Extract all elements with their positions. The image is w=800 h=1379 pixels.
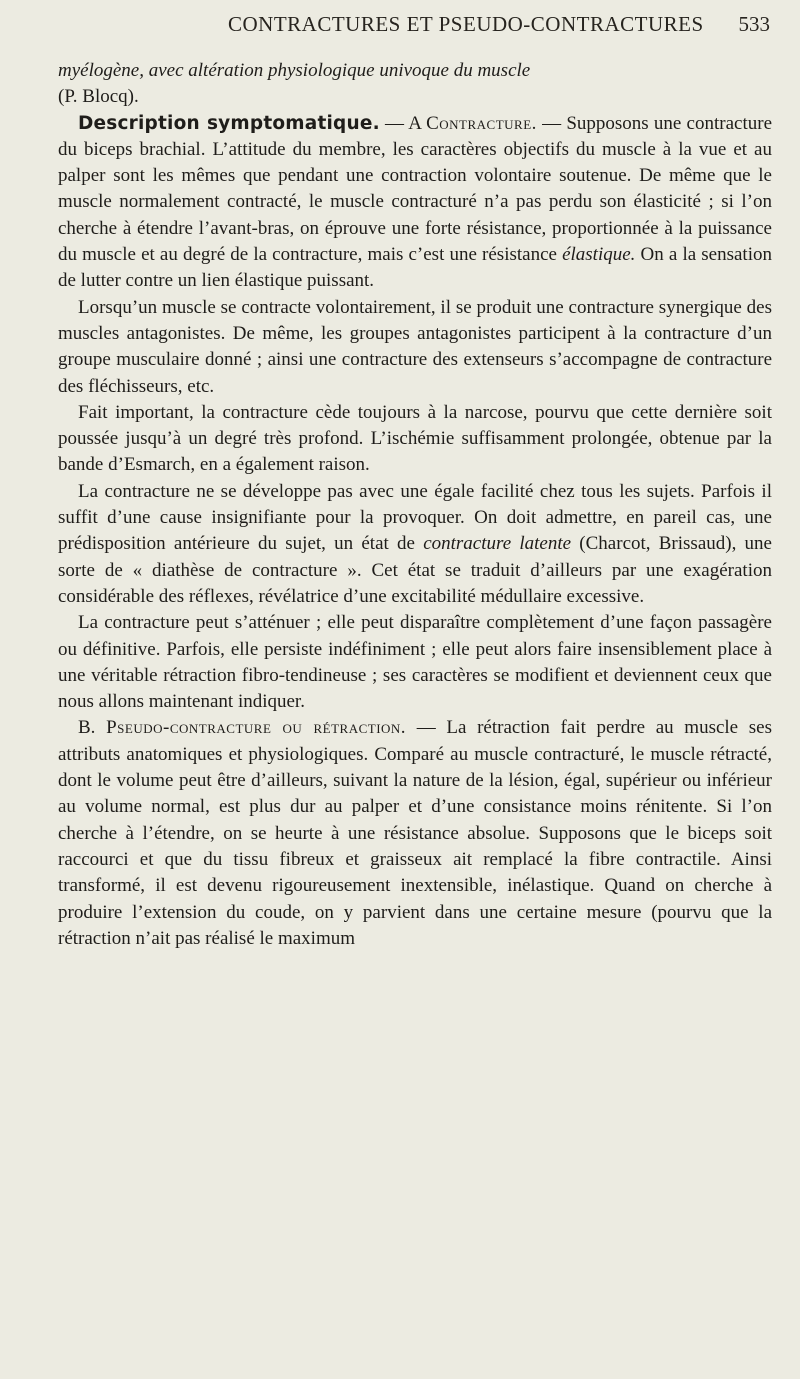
- latent-emphasis: contracture latente: [423, 533, 572, 555]
- latent-text-a: La contracture ne se développe pas avec une égale facilité chez tous les sujets. Parfois il suffit d’une cause insignifiante pour la provoquer. On doit admettre, en pareil cas, une prédisposition antérieure du sujet, un état de: [58, 480, 772, 555]
- continuation-citation: (P. Blocq).: [58, 86, 139, 108]
- paragraph-continuation: [58, 58, 772, 111]
- paragraph-attenuation: La contracture peut s’atténuer ; elle peut disparaître complètement d’une façon passagère ou définitive. Parfois, elle persiste indéfiniment ; elle peut alors faire insensiblement place à une véritable rétraction fibro-tendineuse ; ses caractères se modifient et deviennent ceux que nous allons maintenant indiquer.: [58, 612, 772, 713]
- subsection-contracture: Contracture.: [426, 112, 537, 134]
- description-text-a: — Supposons une contracture du biceps brachial. L’attitude du membre, les caractères objectifs du muscle à la vue et au palper sont les mêmes que pendant une contraction volontaire soutenue. De même que le muscle normalement contracté, le muscle contracturé n’a pas perdu son élasticité ; si l’on cherche à étendre l’avant-bras, on éprouve une forte résistance, proportionnée à la puissance du muscle et au degré de la contracture, mais c’est une résistance: [58, 112, 773, 266]
- continuation-italic: myélogène, avec altération physiologique univoque du muscle: [58, 60, 531, 81]
- paragraph-narcosis: Fait important, la contracture cède toujours à la narcose, pourvu que cette dernière soit poussée jusqu’à un degré très profond. L’ischémie suffisamment prolongée, obtenue par la bande d’Esmarch, en a également raison.: [58, 401, 772, 476]
- paragraph-pseudo-contracture: [58, 715, 772, 952]
- pseudo-lead: B.: [78, 717, 107, 739]
- pseudo-text: — La rétraction fait perdre au muscle ses attributs anatomiques et physiologiques. Comparé au muscle contracturé, le muscle rétracté, dont le volume peut être d’ailleurs, suivant la nature de la lésion, égal, supérieur ou inférieur au volume normal, est plus dur au palper et d’une consistance moins rénitente. Si l’on cherche à l’étendre, on se heurte à une résistance absolue. Supposons que le biceps soit raccourci et que du tissu fibreux et graisseux ait remplacé la fibre contractile. Ainsi transformé, il est devenu rigoureusement inextensible, inélastique. Quand on cherche à produire l’extension du coude, on y parvient dans une certaine mesure (pourvu que la rétraction n’ait pas réalisé le maximum: [58, 717, 772, 949]
- paragraph-synergy: Lorsqu’un muscle se contracte volontairement, il se produit une contracture synergique des muscles antagonistes. De même, les groupes antagonistes participent à la contracture d’un groupe musculaire donné ; ainsi une contracture des extenseurs s’accompagne de contracture des fléchisseurs, etc.: [58, 296, 772, 397]
- description-text-b: On a la sensation de lutter contre un lien élastique puissant.: [58, 244, 772, 292]
- subsection-pseudo-contracture: Pseudo-contracture ou rétraction.: [106, 717, 407, 739]
- section-heading: Description symptomatique.: [78, 112, 380, 134]
- body-text: [58, 58, 772, 952]
- paragraph-description: [58, 111, 772, 295]
- paragraph-latent: [58, 479, 772, 610]
- latent-text-b: (Charcot, Brissaud), une sorte de « diathèse de contracture ». Cet état se traduit d’ailleurs par une exagération considérable des réflexes, révélatrice d’une excitabilité médullaire excessive.: [58, 533, 772, 607]
- running-title: CONTRACTURES ET PSEUDO-CONTRACTURES: [228, 12, 704, 36]
- description-emphasis: élastique.: [562, 244, 636, 266]
- page-number: 533: [738, 12, 770, 36]
- heading-dash: — A: [379, 112, 427, 134]
- running-head: [58, 12, 770, 42]
